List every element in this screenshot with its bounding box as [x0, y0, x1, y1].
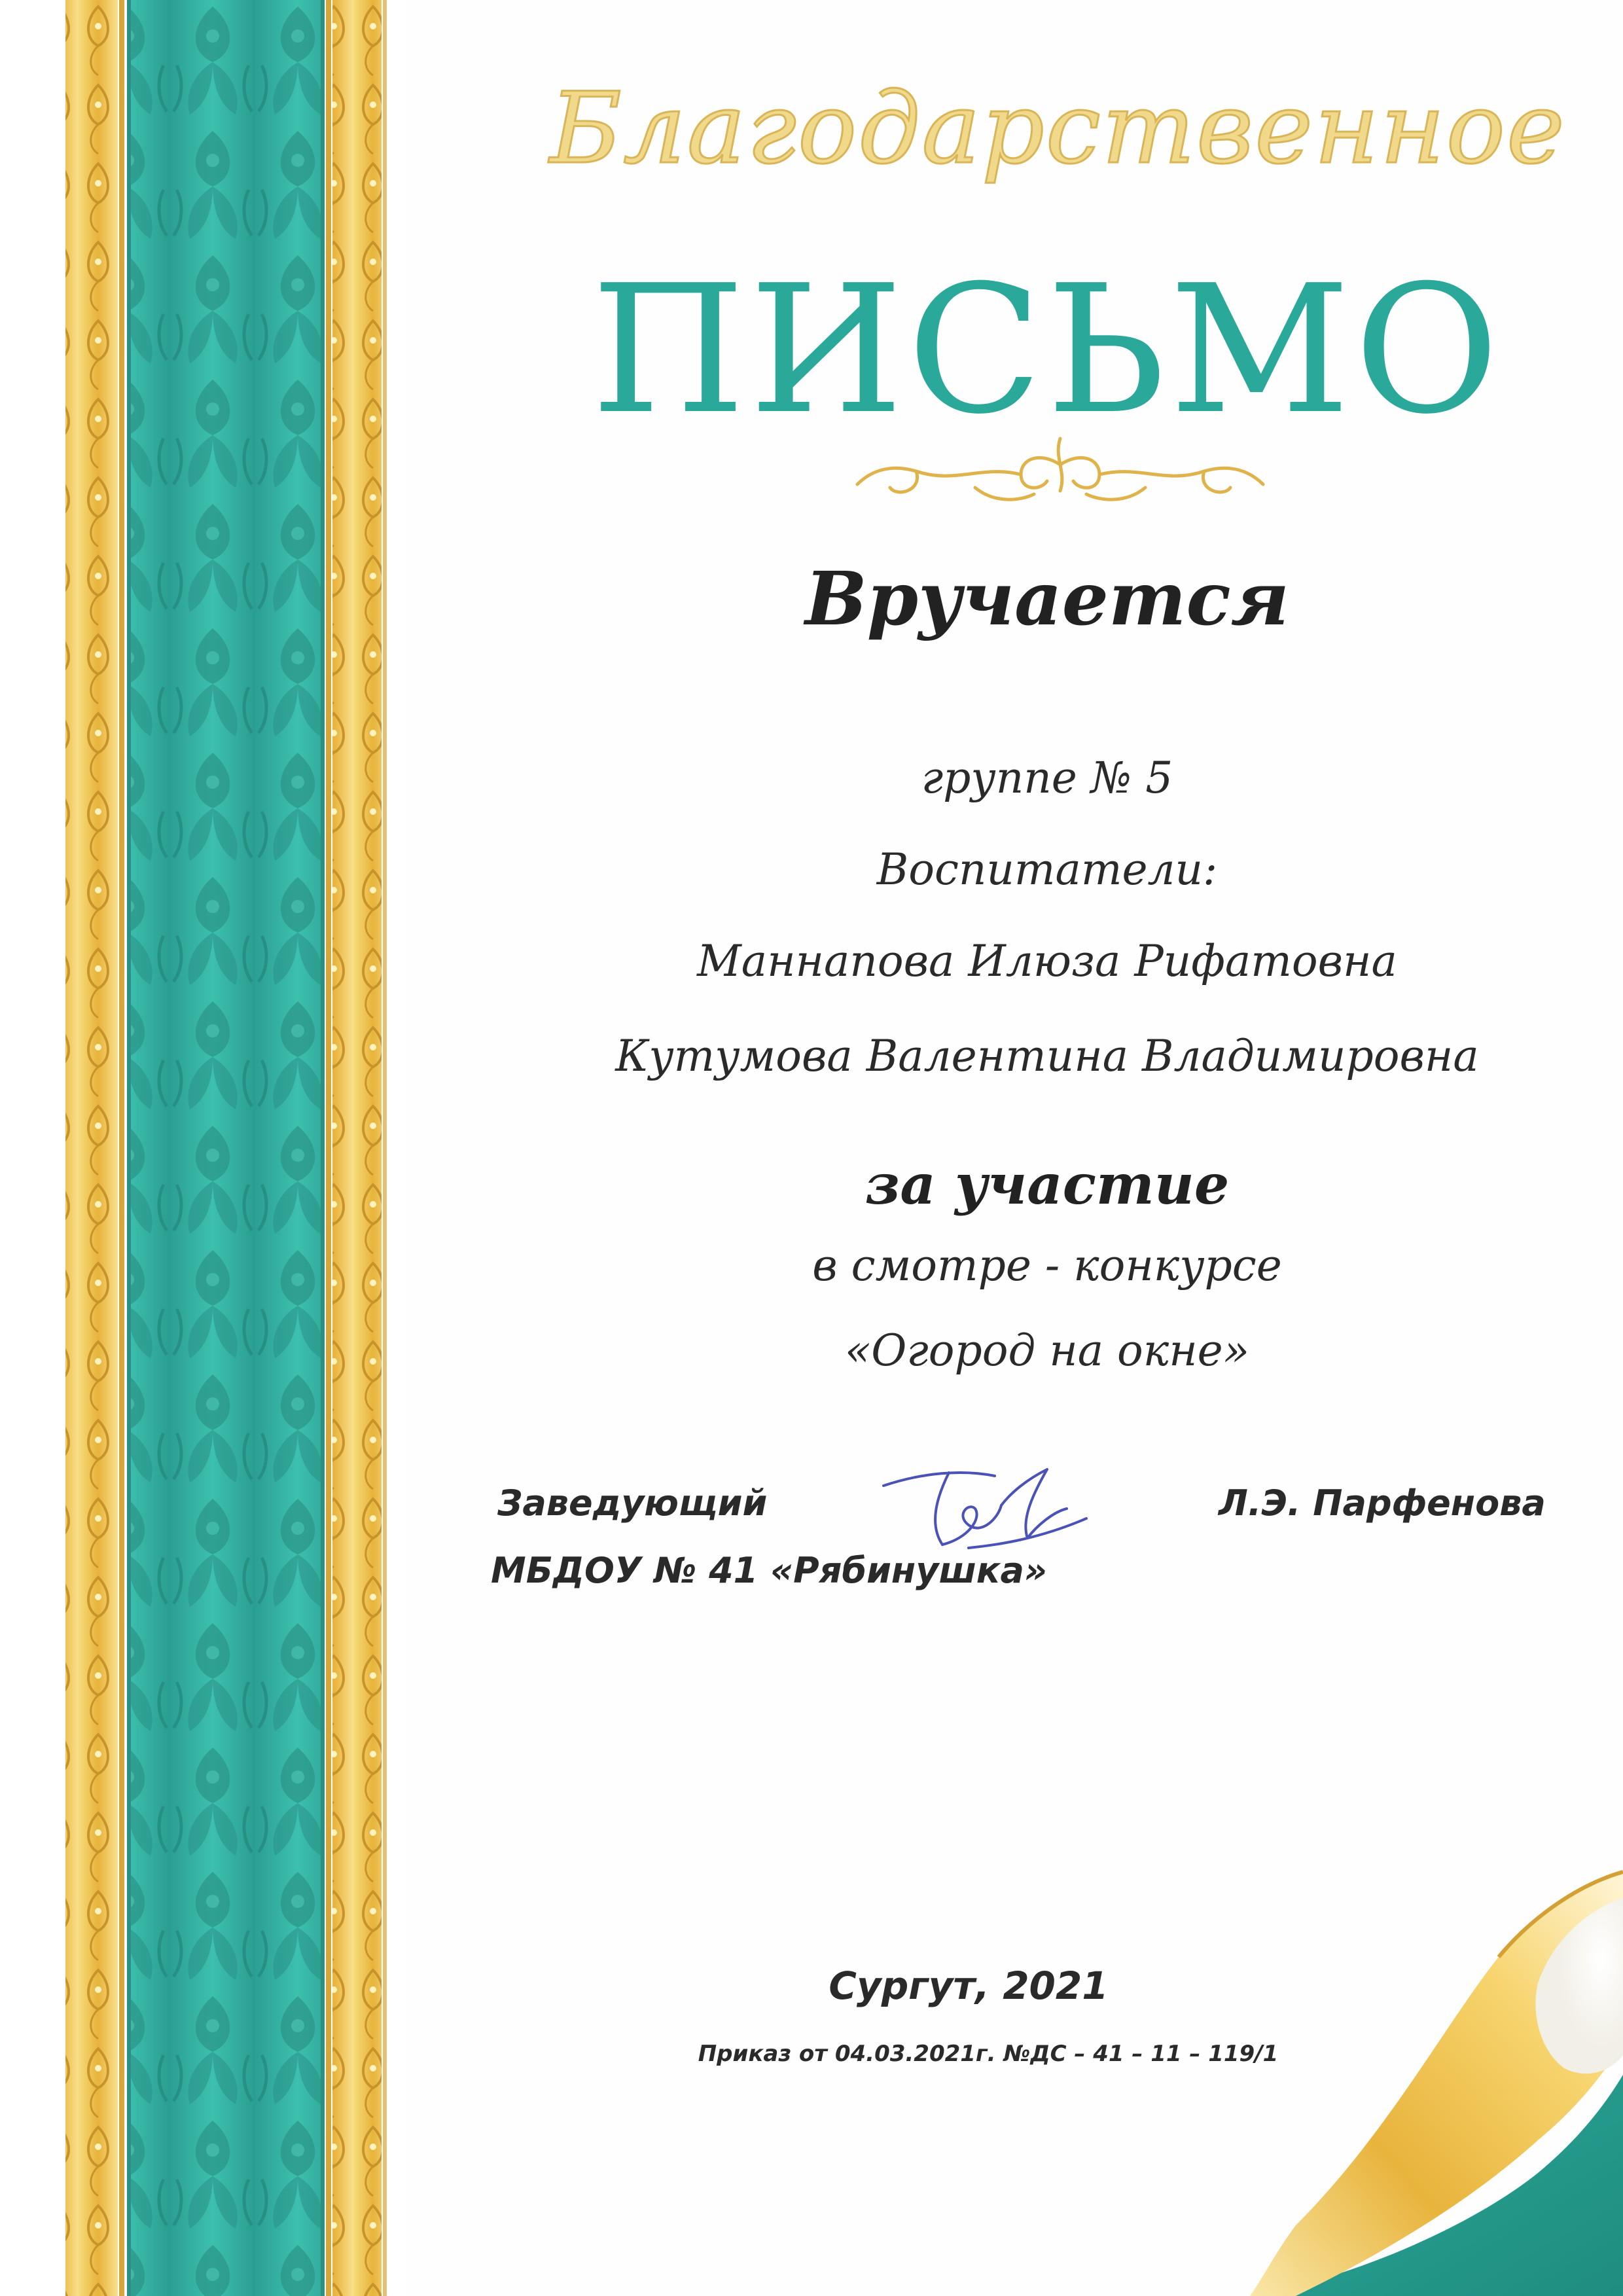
recipient-group: группе № 5 [921, 753, 1173, 803]
for-participation: за участие [865, 1152, 1230, 1217]
page-curl-decoration [1080, 1859, 1623, 2296]
title-main: ПИСЬМО [591, 247, 1503, 453]
title-script: Благодарственное [550, 72, 1566, 186]
event-line: в смотре - конкурсе [812, 1240, 1282, 1291]
educator-name-1: Маннапова Илюза Рифатовна [697, 936, 1397, 986]
city-year: Сургут, 2021 [829, 1964, 1109, 2008]
educators-label: Воспитатели: [876, 844, 1218, 895]
signer-name: Л.Э. Парфенова [1219, 1482, 1546, 1524]
event-name: «Огород на окне» [844, 1325, 1250, 1376]
title-ornament-icon [825, 425, 1296, 524]
signer-organization: МБДОУ № 41 «Рябинушка» [491, 1550, 1047, 1591]
signer-position: Заведующий [497, 1482, 768, 1524]
educator-name-2: Кутумова Валентина Владимировна [615, 1031, 1479, 1081]
handwritten-signature-icon [870, 1446, 1106, 1571]
ornamental-border [0, 0, 406, 2296]
awarded-heading: Вручается [805, 556, 1289, 642]
order-reference: Приказ от 04.03.2021г. №ДС – 41 – 11 – 119/1 [698, 2041, 1279, 2067]
